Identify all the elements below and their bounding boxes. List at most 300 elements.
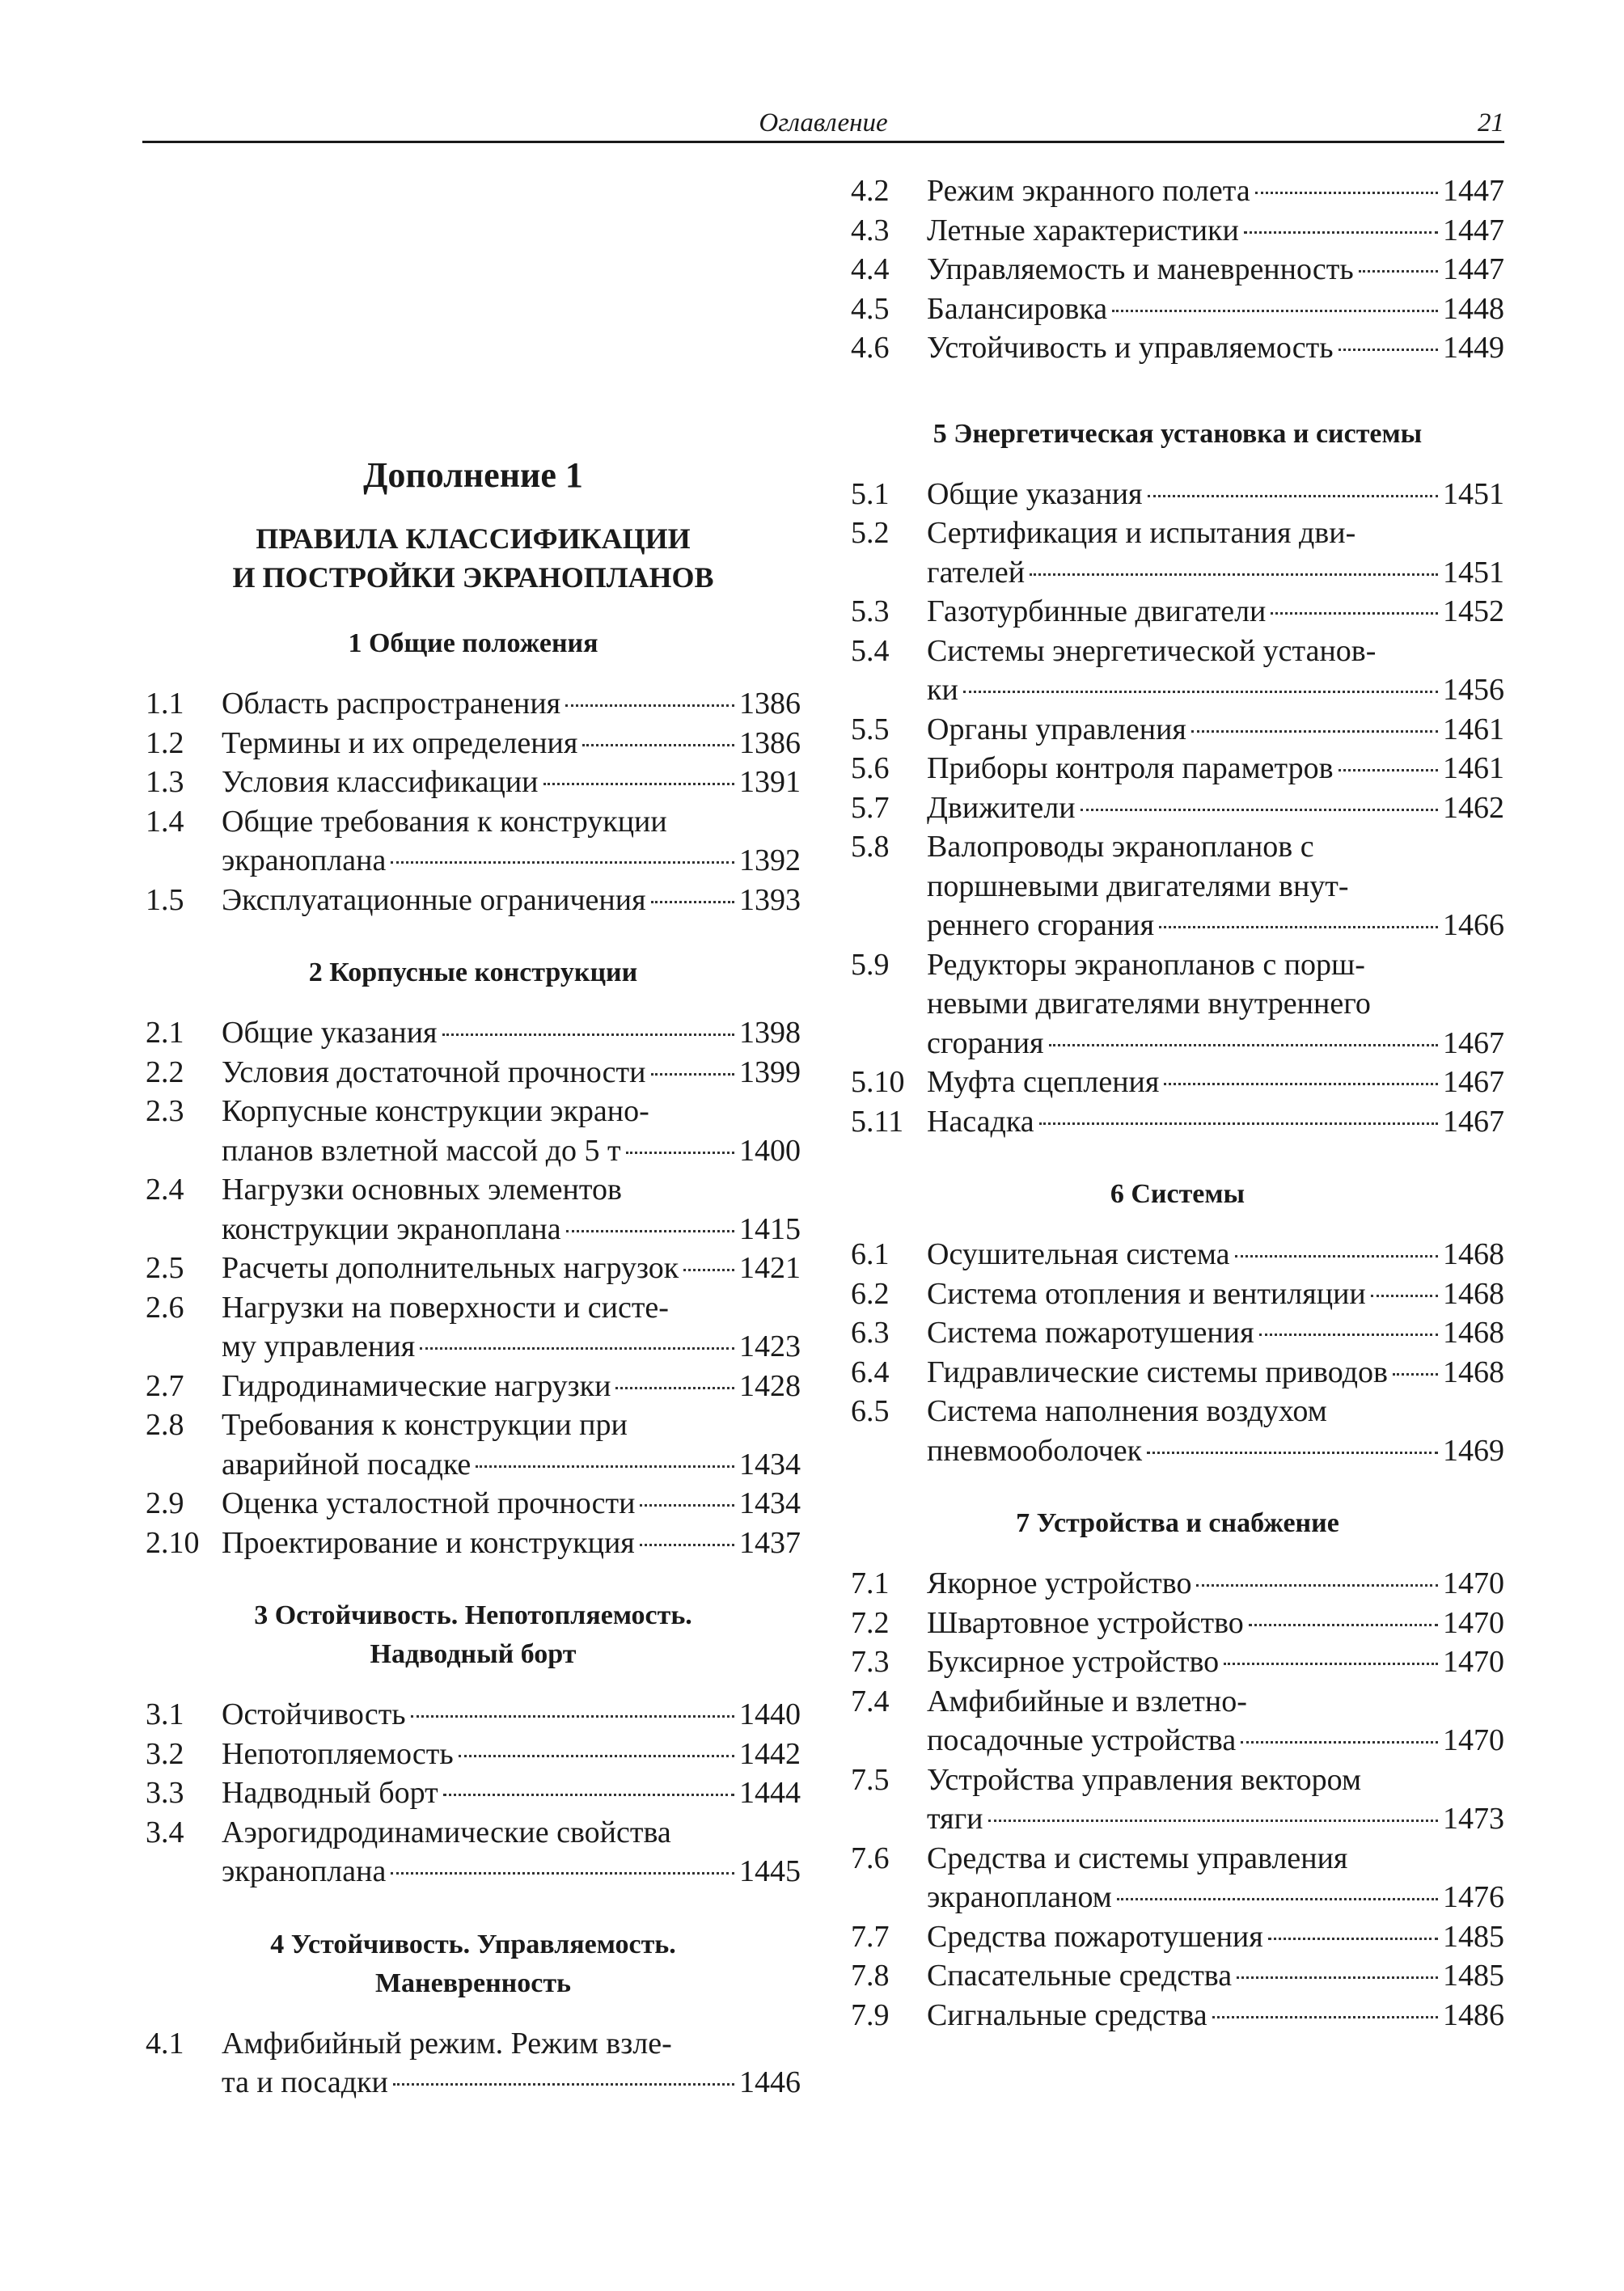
entry-number: 2.3 xyxy=(146,1094,184,1128)
entry-last-line xyxy=(927,1799,1504,1839)
entry-title-line: Общие указания xyxy=(222,1016,438,1050)
dot-leader xyxy=(626,1152,734,1154)
entry-title xyxy=(927,1761,1504,1839)
entry-page-number: 1391 xyxy=(739,765,801,799)
entry-number: 7.8 xyxy=(851,1959,890,1993)
toc-entry[interactable] xyxy=(851,710,1504,750)
toc-entry[interactable] xyxy=(851,211,1504,251)
entry-last-line xyxy=(927,171,1504,211)
entry-number: 2.7 xyxy=(146,1368,184,1403)
entry-title xyxy=(927,1839,1504,1917)
entry-title xyxy=(222,1367,801,1406)
entry-page-number: 1486 xyxy=(1443,1997,1504,2032)
entry-title-line: Осушительная система xyxy=(927,1237,1230,1271)
entry-number: 2.2 xyxy=(146,1055,184,1089)
page-number: 21 xyxy=(1478,108,1504,137)
entry-title-line: экраноплана xyxy=(222,843,387,877)
entry-title-line: Буксирное устройство xyxy=(927,1645,1220,1679)
entry-title xyxy=(222,1735,801,1774)
toc-entry[interactable] xyxy=(146,1735,801,1774)
entry-title-line: Система отопления и вентиляции xyxy=(927,1276,1366,1311)
entry-title-line: реннего сгорания xyxy=(927,908,1155,942)
toc-entry[interactable] xyxy=(851,1102,1504,1142)
entry-title-line: Гидравлические системы приводов xyxy=(927,1355,1388,1389)
dot-leader xyxy=(1393,1373,1438,1376)
toc-entry[interactable] xyxy=(146,1170,801,1249)
toc-entry[interactable] xyxy=(851,632,1504,710)
entry-last-line xyxy=(927,1642,1504,1682)
entry-title xyxy=(927,171,1504,211)
entry-number: 5.11 xyxy=(851,1104,904,1139)
toc-entry[interactable] xyxy=(851,749,1504,788)
entry-title-line: Системы энергетической установ- xyxy=(927,633,1377,668)
entry-title-line: Насадка xyxy=(927,1104,1034,1139)
entry-title-line: му управления xyxy=(222,1329,416,1363)
entry-number: 1.3 xyxy=(146,765,184,799)
entry-page-number: 1466 xyxy=(1443,908,1504,942)
entry-title-line: Средства пожаротушения xyxy=(927,1919,1263,1954)
dot-leader xyxy=(683,1269,734,1271)
entry-last-line xyxy=(927,1235,1504,1274)
entry-page-number: 1392 xyxy=(739,843,801,877)
entry-title-line: Система наполнения воздухом xyxy=(927,1394,1327,1428)
entry-number: 5.10 xyxy=(851,1065,905,1099)
dot-leader xyxy=(1030,573,1438,576)
entry-last-line xyxy=(222,1773,801,1813)
dot-leader xyxy=(1159,926,1438,928)
entry-page-number: 1447 xyxy=(1443,213,1504,247)
entry-title-line: Режим экранного полета xyxy=(927,174,1250,208)
entry-title xyxy=(222,802,801,881)
entry-page-number: 1447 xyxy=(1443,174,1504,208)
entry-title xyxy=(222,724,801,763)
dot-leader xyxy=(442,1033,734,1036)
dot-leader xyxy=(1117,1898,1438,1900)
entry-title-line: Расчеты дополнительных нагрузок xyxy=(222,1251,679,1285)
toc-entry[interactable] xyxy=(146,1405,801,1484)
entry-title-line: Устройства управления вектором xyxy=(927,1762,1361,1797)
toc-sections-right xyxy=(851,171,1504,2035)
entry-title xyxy=(927,1917,1504,1957)
entry-last-line xyxy=(927,1917,1504,1957)
entry-title xyxy=(927,211,1504,251)
entry-page-number: 1386 xyxy=(739,725,801,760)
section-gap xyxy=(146,1562,801,1596)
appendix-subtitle-line: ПРАВИЛА КЛАССИФИКАЦИИ xyxy=(256,522,691,555)
section-title-line: 6 Системы xyxy=(1110,1179,1245,1209)
entry-last-line xyxy=(222,881,801,920)
entry-title xyxy=(927,1642,1504,1682)
dot-leader xyxy=(1212,2016,1438,2018)
entry-last-line xyxy=(927,1604,1504,1643)
entry-number: 7.2 xyxy=(851,1605,890,1640)
entry-title-line: Управляемость и маневренность xyxy=(927,252,1354,286)
entry-last-line xyxy=(927,788,1504,828)
entry-title xyxy=(222,1288,801,1367)
entry-title-line: Эксплуатационные ограничения xyxy=(222,882,646,917)
entry-page-number: 1461 xyxy=(1443,751,1504,785)
entry-title xyxy=(927,328,1504,368)
dot-leader xyxy=(565,704,734,707)
entry-page-number: 1399 xyxy=(739,1055,801,1089)
entry-number: 7.6 xyxy=(851,1841,890,1875)
entry-page-number: 1476 xyxy=(1443,1880,1504,1914)
entry-number: 4.2 xyxy=(851,174,890,208)
entry-title-line: Сертификация и испытания дви- xyxy=(927,516,1356,550)
entry-title xyxy=(927,475,1504,514)
toc-entry[interactable] xyxy=(851,1917,1504,1957)
entry-page-number: 1470 xyxy=(1443,1645,1504,1679)
running-header xyxy=(142,105,1504,143)
entry-page-number: 1461 xyxy=(1443,712,1504,746)
dot-leader xyxy=(582,744,734,746)
toc-entry[interactable] xyxy=(851,788,1504,828)
entry-title-line: Устойчивость и управляемость xyxy=(927,331,1334,365)
entry-title-line: ки xyxy=(927,673,958,707)
toc-entry[interactable] xyxy=(851,514,1504,592)
entry-last-line xyxy=(927,1024,1504,1063)
entry-page-number: 1393 xyxy=(739,882,801,917)
toc-entry[interactable] xyxy=(146,1484,801,1524)
toc-entry[interactable] xyxy=(146,1773,801,1813)
dot-leader xyxy=(1148,495,1438,497)
toc-entry[interactable] xyxy=(146,1288,801,1367)
entry-title-line: Якорное устройство xyxy=(927,1566,1192,1600)
entry-page-number: 1423 xyxy=(739,1329,801,1363)
dot-leader xyxy=(393,2083,734,2086)
entry-title xyxy=(927,710,1504,750)
entry-page-number: 1467 xyxy=(1443,1025,1504,1060)
entry-title xyxy=(927,250,1504,290)
toc-entry[interactable] xyxy=(851,328,1504,368)
entry-page-number: 1456 xyxy=(1443,673,1504,707)
toc-entry[interactable] xyxy=(851,1274,1504,1314)
entry-title-line: гателей xyxy=(927,555,1026,590)
toc-entry[interactable] xyxy=(146,724,801,763)
entry-title-line: Общие указания xyxy=(927,476,1143,511)
entry-page-number: 1462 xyxy=(1443,790,1504,825)
entry-number: 7.7 xyxy=(851,1919,890,1954)
entry-title xyxy=(222,1053,801,1093)
entry-number: 7.9 xyxy=(851,1997,890,2032)
entry-number: 7.1 xyxy=(851,1566,890,1600)
entry-title-line: Оценка усталостной прочности xyxy=(222,1486,636,1520)
dot-leader xyxy=(1049,1044,1438,1046)
entry-title xyxy=(927,1564,1504,1604)
entry-last-line xyxy=(927,553,1504,593)
section-title-line: 7 Устройства и снабжение xyxy=(1016,1508,1339,1538)
toc-entry[interactable] xyxy=(146,802,801,881)
dot-leader xyxy=(1164,1083,1438,1085)
entry-title xyxy=(927,1353,1504,1393)
entry-last-line xyxy=(927,475,1504,514)
toc-entry[interactable] xyxy=(851,592,1504,632)
entry-last-line xyxy=(222,684,801,724)
entry-number: 2.10 xyxy=(146,1525,200,1560)
toc-entry[interactable] xyxy=(851,1353,1504,1393)
entry-title-line: посадочные устройства xyxy=(927,1723,1237,1757)
entry-last-line xyxy=(927,592,1504,632)
entry-number: 7.4 xyxy=(851,1684,890,1718)
dot-leader xyxy=(1112,310,1438,312)
dot-leader xyxy=(640,1544,734,1546)
section-title xyxy=(146,624,801,663)
toc-entry[interactable] xyxy=(851,1956,1504,1996)
dot-leader xyxy=(1081,809,1438,811)
entry-number: 5.3 xyxy=(851,594,890,628)
entry-title-line: Остойчивость xyxy=(222,1697,406,1731)
dot-leader xyxy=(1196,1584,1438,1587)
entry-number: 7.5 xyxy=(851,1762,890,1797)
entry-last-line xyxy=(927,211,1504,251)
dot-leader xyxy=(1268,1938,1438,1940)
section-title xyxy=(851,1175,1504,1214)
entry-page-number: 1470 xyxy=(1443,1566,1504,1600)
toc-entry[interactable] xyxy=(146,1524,801,1563)
toc-entry[interactable] xyxy=(146,2024,801,2103)
entry-page-number: 1398 xyxy=(739,1016,801,1050)
entry-title-line: конструкции экраноплана xyxy=(222,1211,561,1246)
toc-entry[interactable] xyxy=(146,1367,801,1406)
section-title-line: 4 Устойчивость. Управляемость. xyxy=(270,1929,676,1959)
entry-page-number: 1452 xyxy=(1443,594,1504,628)
entry-title-line: Область распространения xyxy=(222,687,561,721)
section-title xyxy=(851,1504,1504,1543)
entry-title-line: Нагрузки основных элементов xyxy=(222,1173,622,1207)
section-title-line: 5 Энергетическая установка и системы xyxy=(933,418,1423,449)
entry-number: 5.1 xyxy=(851,476,890,511)
entry-number: 6.3 xyxy=(851,1316,890,1350)
entry-title-line: Гидродинамические нагрузки xyxy=(222,1368,611,1403)
entry-title xyxy=(222,684,801,724)
entry-title xyxy=(222,1170,801,1249)
toc-entry[interactable] xyxy=(851,1063,1504,1102)
toc-entry[interactable] xyxy=(146,1813,801,1892)
entry-title xyxy=(927,788,1504,828)
entry-title-line: Редукторы экранопланов с порш- xyxy=(927,947,1365,982)
toc-entry[interactable] xyxy=(146,1092,801,1170)
entry-number: 5.7 xyxy=(851,790,890,825)
entry-page-number: 1400 xyxy=(739,1133,801,1168)
entry-title xyxy=(927,1274,1504,1314)
entry-number: 2.1 xyxy=(146,1016,184,1050)
entry-title xyxy=(927,749,1504,788)
entry-title-line: Нагрузки на поверхности и систе- xyxy=(222,1290,669,1325)
entry-title xyxy=(927,1682,1504,1761)
toc-entry[interactable] xyxy=(851,1392,1504,1470)
entry-page-number: 1428 xyxy=(739,1368,801,1403)
entry-last-line xyxy=(927,1564,1504,1604)
toc-entry[interactable] xyxy=(146,763,801,802)
entry-last-line xyxy=(222,2063,801,2103)
entry-title-line: Спасательные средства xyxy=(927,1959,1233,1993)
section-gap xyxy=(851,368,1504,415)
entry-last-line xyxy=(927,1313,1504,1353)
toc-entry[interactable] xyxy=(851,171,1504,211)
entry-title-line: Газотурбинные двигатели xyxy=(927,594,1267,628)
entry-title xyxy=(927,1102,1504,1142)
toc-entry[interactable] xyxy=(851,290,1504,329)
entry-last-line xyxy=(927,1102,1504,1142)
toc-entry[interactable] xyxy=(146,1013,801,1053)
entry-page-number: 1434 xyxy=(739,1486,801,1520)
entry-number: 6.5 xyxy=(851,1394,890,1428)
toc-entry[interactable] xyxy=(851,475,1504,514)
entry-title-line: Средства и системы управления xyxy=(927,1841,1348,1875)
dot-leader xyxy=(459,1755,734,1757)
dot-leader xyxy=(963,691,1438,693)
entry-number: 6.2 xyxy=(851,1276,890,1311)
entry-title-line: планов взлетной массой до 5 т xyxy=(222,1133,621,1168)
toc-entry[interactable] xyxy=(851,1604,1504,1643)
dot-leader xyxy=(1147,1452,1438,1454)
dot-leader xyxy=(1224,1663,1438,1665)
entry-last-line xyxy=(927,749,1504,788)
appendix-subtitle xyxy=(146,519,801,597)
entry-page-number: 1445 xyxy=(739,1854,801,1888)
section-gap xyxy=(851,1141,1504,1175)
dot-leader xyxy=(1241,1741,1438,1744)
entry-title-line: Требования к конструкции при xyxy=(222,1408,628,1442)
entry-number: 4.5 xyxy=(851,291,890,326)
entry-page-number: 1470 xyxy=(1443,1723,1504,1757)
dot-leader xyxy=(651,1073,735,1076)
entry-title-line: Термины и их определения xyxy=(222,725,578,760)
toc-entry[interactable] xyxy=(851,1642,1504,1682)
entry-last-line xyxy=(927,906,1504,945)
toc-entry[interactable] xyxy=(146,1695,801,1735)
section-title xyxy=(851,415,1504,454)
entry-number: 6.1 xyxy=(851,1237,890,1271)
entry-number: 4.4 xyxy=(851,252,890,286)
toc-entry[interactable] xyxy=(146,881,801,920)
toc-entry[interactable] xyxy=(146,1053,801,1093)
section-title-line: Надводный борт xyxy=(370,1639,577,1669)
toc-entry[interactable] xyxy=(851,1996,1504,2035)
dot-leader xyxy=(1237,1976,1438,1979)
entry-last-line xyxy=(222,1210,801,1249)
entry-title xyxy=(927,1063,1504,1102)
entry-number: 5.2 xyxy=(851,516,890,550)
entry-title xyxy=(222,1013,801,1053)
entry-last-line xyxy=(927,670,1504,710)
dot-leader xyxy=(476,1465,734,1468)
entry-number: 2.8 xyxy=(146,1408,184,1442)
running-title: Оглавление xyxy=(759,108,888,137)
entry-title-line: Движители xyxy=(927,790,1076,825)
entry-title xyxy=(927,1235,1504,1274)
toc-entry[interactable] xyxy=(851,945,1504,1063)
entry-number: 1.1 xyxy=(146,687,184,721)
section-gap xyxy=(146,919,801,953)
entry-page-number: 1469 xyxy=(1443,1433,1504,1468)
entry-last-line xyxy=(222,1484,801,1524)
dot-leader xyxy=(1249,1624,1438,1626)
entry-title-line: Условия достаточной прочности xyxy=(222,1055,646,1089)
entry-number: 1.5 xyxy=(146,882,184,917)
toc-entry[interactable] xyxy=(851,1761,1504,1839)
entry-last-line xyxy=(222,1013,801,1053)
entry-title xyxy=(222,763,801,802)
entry-last-line xyxy=(222,1249,801,1288)
toc-entry[interactable] xyxy=(851,1235,1504,1274)
toc-entry[interactable] xyxy=(851,827,1504,945)
entry-last-line xyxy=(222,1735,801,1774)
appendix-subtitle-line: И ПОСТРОЙКИ ЭКРАНОПЛАНОВ xyxy=(232,561,714,594)
entry-last-line xyxy=(222,1445,801,1485)
toc-entry[interactable] xyxy=(851,1839,1504,1917)
entry-title xyxy=(222,1484,801,1524)
toc-entry[interactable] xyxy=(851,250,1504,290)
toc-entry[interactable] xyxy=(851,1564,1504,1604)
entry-last-line xyxy=(927,1431,1504,1471)
entry-title-line: Корпусные конструкции экрано- xyxy=(222,1094,649,1128)
entry-title xyxy=(927,945,1504,1063)
entry-title xyxy=(927,514,1504,592)
entry-title xyxy=(222,1249,801,1288)
toc-entry[interactable] xyxy=(146,1249,801,1288)
toc-column-right xyxy=(851,171,1504,2035)
entry-title xyxy=(927,592,1504,632)
dot-leader xyxy=(1271,612,1438,615)
entry-page-number: 1468 xyxy=(1443,1276,1504,1311)
section-title-line: 3 Остойчивость. Непотопляемость. xyxy=(254,1600,692,1630)
appendix-title: Дополнение 1 xyxy=(363,455,583,495)
entry-title-line: Условия классификации xyxy=(222,765,539,799)
entry-title-line: Проектирование и конструкция xyxy=(222,1525,635,1560)
entry-title-line: Амфибийные и взлетно- xyxy=(927,1684,1247,1718)
entry-last-line xyxy=(927,710,1504,750)
dot-leader xyxy=(1039,1122,1438,1125)
entry-last-line xyxy=(927,290,1504,329)
entry-page-number: 1467 xyxy=(1443,1065,1504,1099)
entry-number: 4.1 xyxy=(146,2026,184,2061)
entry-number: 2.6 xyxy=(146,1290,184,1325)
toc-entry[interactable] xyxy=(851,1313,1504,1353)
entry-page-number: 1451 xyxy=(1443,476,1504,511)
section-title xyxy=(146,1925,801,2003)
entry-last-line xyxy=(927,328,1504,368)
entry-page-number: 1447 xyxy=(1443,252,1504,286)
entry-page-number: 1470 xyxy=(1443,1605,1504,1640)
section-title xyxy=(146,953,801,992)
toc-entry[interactable] xyxy=(146,684,801,724)
entry-page-number: 1386 xyxy=(739,687,801,721)
entry-title-line: Амфибийный режим. Режим взле- xyxy=(222,2026,672,2061)
entry-number: 7.3 xyxy=(851,1645,890,1679)
section-gap xyxy=(851,1470,1504,1504)
entry-title xyxy=(222,1695,801,1735)
section-title-line: Маневренность xyxy=(374,1968,572,1998)
entry-title xyxy=(927,290,1504,329)
entry-last-line xyxy=(222,841,801,881)
entry-number: 2.9 xyxy=(146,1486,184,1520)
entry-number: 3.4 xyxy=(146,1815,184,1849)
entry-number: 3.2 xyxy=(146,1736,184,1771)
dot-leader xyxy=(1371,1295,1438,1297)
entry-page-number: 1448 xyxy=(1443,291,1504,326)
entry-last-line xyxy=(222,1367,801,1406)
entry-title-line: поршневыми двигателями внут- xyxy=(927,869,1349,903)
entry-title xyxy=(927,827,1504,945)
entry-number: 6.4 xyxy=(851,1355,890,1389)
entry-title-line: аварийной посадке xyxy=(222,1447,472,1482)
toc-entry[interactable] xyxy=(851,1682,1504,1761)
entry-title xyxy=(222,1092,801,1170)
dot-leader xyxy=(1259,1334,1438,1336)
entry-title xyxy=(222,1524,801,1563)
entry-page-number: 1467 xyxy=(1443,1104,1504,1139)
